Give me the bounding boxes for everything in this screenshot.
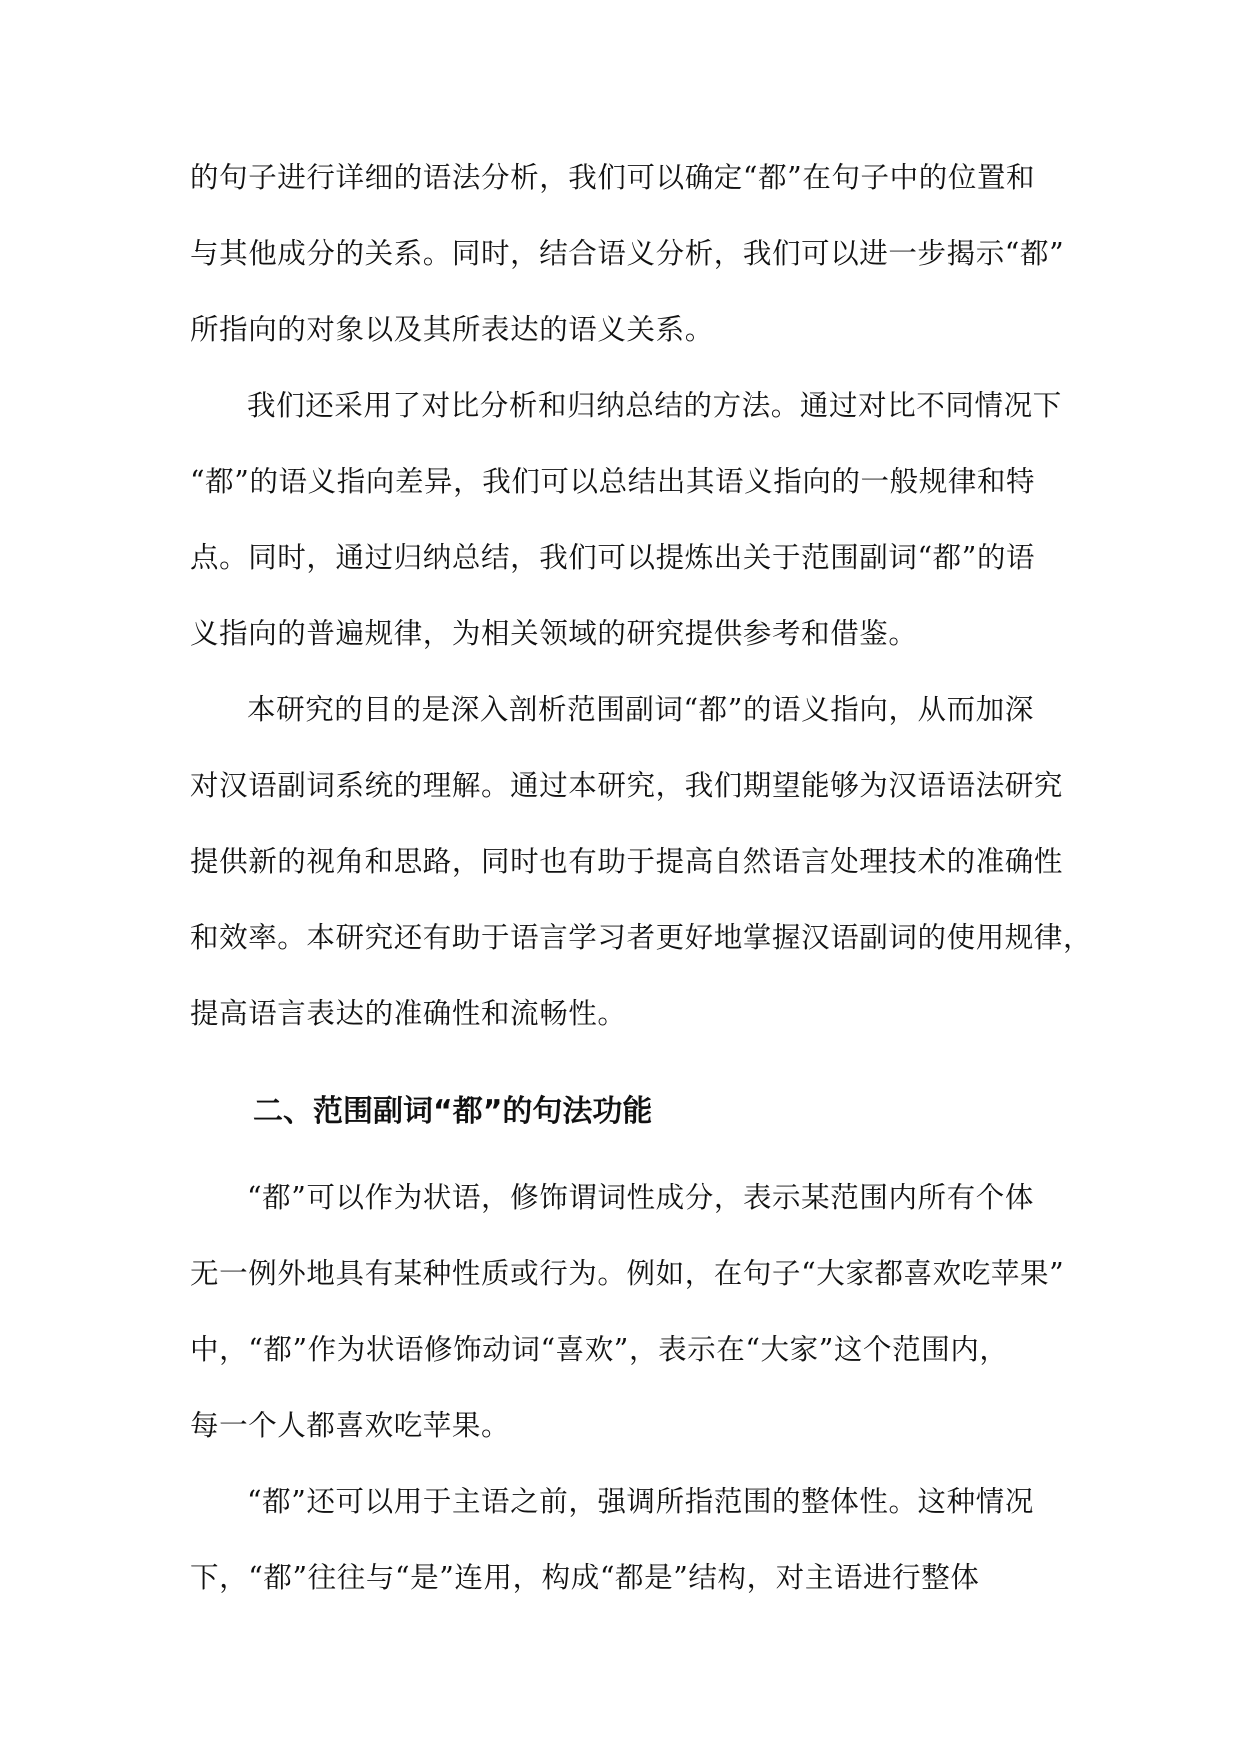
text-line: 义指向的普遍规律，为相关领域的研究提供参考和借鉴。: [190, 617, 918, 650]
text-line: 我们还采用了对比分析和归纳总结的方法。通过对比不同情况下: [247, 389, 1062, 422]
text-line: 的句子进行详细的语法分析，我们可以确定“都”在句子中的位置和: [190, 161, 1036, 194]
text-line: 下，“都”往往与“是”连用，构成“都是”结构，对主语进行整体: [190, 1561, 980, 1594]
text-line: 所指向的对象以及其所表达的语义关系。: [190, 313, 714, 346]
text-line: 中，“都”作为状语修饰动词“喜欢”，表示在“大家”这个范围内，: [190, 1333, 1009, 1366]
text-line: 点。同时，通过归纳总结，我们可以提炼出关于范围副词“都”的语: [190, 541, 1036, 574]
text-line: 和效率。本研究还有助于语言学习者更好地掌握汉语副词的使用规律，: [190, 921, 1093, 954]
text-line: 与其他成分的关系。同时，结合语义分析，我们可以进一步揭示“都”: [190, 237, 1065, 270]
document-page: [190, 140, 1093, 1616]
paragraph: [190, 140, 1065, 368]
paragraph: [190, 1160, 1065, 1464]
text-line: 提高语言表达的准确性和流畅性。: [190, 997, 627, 1030]
paragraph: [190, 368, 1062, 672]
paragraph: [190, 672, 1093, 1052]
text-line: “都”还可以用于主语之前，强调所指范围的整体性。这种情况: [247, 1485, 1034, 1518]
text-line: 每一个人都喜欢吃苹果。: [190, 1409, 511, 1442]
section-heading: 二、范围副词“都”的句法功能: [253, 1094, 653, 1129]
text-line: 提供新的视角和思路，同时也有助于提高自然语言处理技术的准确性: [190, 845, 1064, 878]
text-line: 无一例外地具有某种性质或行为。例如，在句子“大家都喜欢吃苹果”: [190, 1257, 1065, 1290]
text-line: “都”可以作为状语，修饰谓词性成分，表示某范围内所有个体: [247, 1181, 1034, 1214]
text-line: 对汉语副词系统的理解。通过本研究，我们期望能够为汉语语法研究: [190, 769, 1064, 802]
text-line: “都”的语义指向差异，我们可以总结出其语义指向的一般规律和特: [190, 465, 1036, 498]
paragraph: [190, 1464, 1050, 1616]
text-line: 本研究的目的是深入剖析范围副词“都”的语义指向，从而加深: [247, 693, 1034, 726]
